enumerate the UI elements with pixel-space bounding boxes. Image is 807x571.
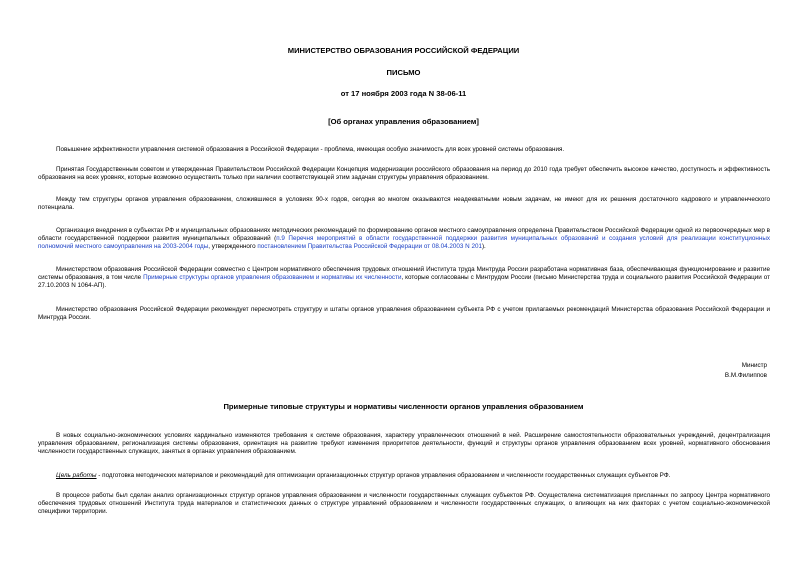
document-subject: [Об органах управления образованием]	[328, 117, 479, 126]
section-title: Примерные типовые структуры и нормативы численности органов управления образованием	[223, 402, 584, 411]
goal-text: - подготовка методических материалов и рекомендаций для оптимизации организационных структур органов управления образованием и численности государственных служащих субъектов РФ.	[96, 472, 671, 479]
section-paragraph-2	[38, 472, 770, 480]
paragraph-5	[38, 266, 770, 291]
link-government-resolution[interactable]: постановлением Правительства Российской Федерации от 08.04.2003 N 201	[257, 243, 482, 251]
paragraph-1: Повышение эффективности управления системой образования в Российской Федерации - проблема, имеющая особую значимость для всех уровней системы образования.	[56, 146, 565, 153]
link-structures-norms[interactable]: Примерные структуры органов управления образованием и нормативы их численности	[143, 274, 402, 282]
paragraph-6: Министерство образования Российской Федерации рекомендует пересмотреть структуру и штаты органов управления образованием субъекта РФ с учетом прилагаемых рекомендаций Министерства образования Российской Федерации и Минтруда России.	[38, 306, 770, 322]
signature-name: В.М.Филиппов	[724, 372, 767, 379]
paragraph-5-text-b: , которые согласованы с Минтрудом России (письмо Министерства труда и социального развития Российской Федерации от 27.10.2003 N 1064-АП).	[38, 274, 770, 290]
paragraph-3: Между тем структуры органов управления образованием, сложившиеся в условиях 90-х годов, сегодня во многом оказываются неадекватными новым задачам, не имеют для их решения достаточного кадрового и управленческого потенциала.	[38, 196, 770, 212]
paragraph-4-text-c: ).	[481, 243, 486, 251]
document-type-heading: ПИСЬМО	[386, 68, 421, 77]
ministry-heading: МИНИСТЕРСТВО ОБРАЗОВАНИЯ РОССИЙСКОЙ ФЕДЕРАЦИИ	[287, 46, 520, 55]
paragraph-4-text-b: , утвержденного	[208, 243, 258, 251]
goal-label: Цель работы	[56, 472, 97, 479]
section-paragraph-3: В процессе работы был сделан анализ организационных структур органов управления образованием и численности государственных служащих субъектов РФ. Осуществлена систематизация присланных по запросу Центра нормативного обеспечения трудовых отношений Института труда материалов и статистических данных о структуре управлений образованием и численности государственных служащих, о влияющих на них факторах с учетом социально-экономической специфики территории.	[38, 492, 770, 516]
link-mer-list[interactable]: п.9 Перечня мероприятий в области государственной поддержки развития муниципальных образований и создания условий для реализации конституционных полномочий местного самоуправления на 2003-2004 годы	[38, 235, 770, 251]
signature-position: Министр	[741, 362, 767, 369]
paragraph-4	[38, 227, 770, 252]
paragraph-5-text-a: Министерством образования Российской Федерации совместно с Центром нормативного обеспечения трудовых отношений Института труда Минтруда России разработана нормативная база, обеспечивающая функционирование и развитие системы образования, в том числе	[38, 266, 770, 282]
paragraph-4-text-a: Организация внедрения в субъектах РФ и муниципальных образованиях методических рекомендаций по формированию органов местного самоуправления определена Правительством Российской Федерации одной из первоочередных мер в области государственной поддержки развития муниципальных образований (	[38, 227, 770, 243]
section-paragraph-1: В новых социально-экономических условиях кардинально изменяются требования к системе образования, характеру управленческих отношений в ней. Расширение самостоятельности образовательных учреждений, децентрализация управления образованием, регионализация системы образования, ориентация на развитие требуют изменения приоритетов деятельности, функций и структуры органов управления образованием всех уровней, нормативного обоснования численности государственных служащих, занятых в органах управления образованием.	[38, 432, 770, 456]
paragraph-2: Принятая Государственным советом и утвержденная Правительством Российской Федерации Концепция модернизации российского образования на период до 2010 года требует обеспечить высокое качество, доступность и эффективность образования на всех уровнях, которые возможно осуществить только при наличии соответствующей этим задачам структуры управления образованием.	[38, 166, 770, 182]
document-date-number: от 17 ноября 2003 года N 38-06-11	[340, 89, 467, 98]
